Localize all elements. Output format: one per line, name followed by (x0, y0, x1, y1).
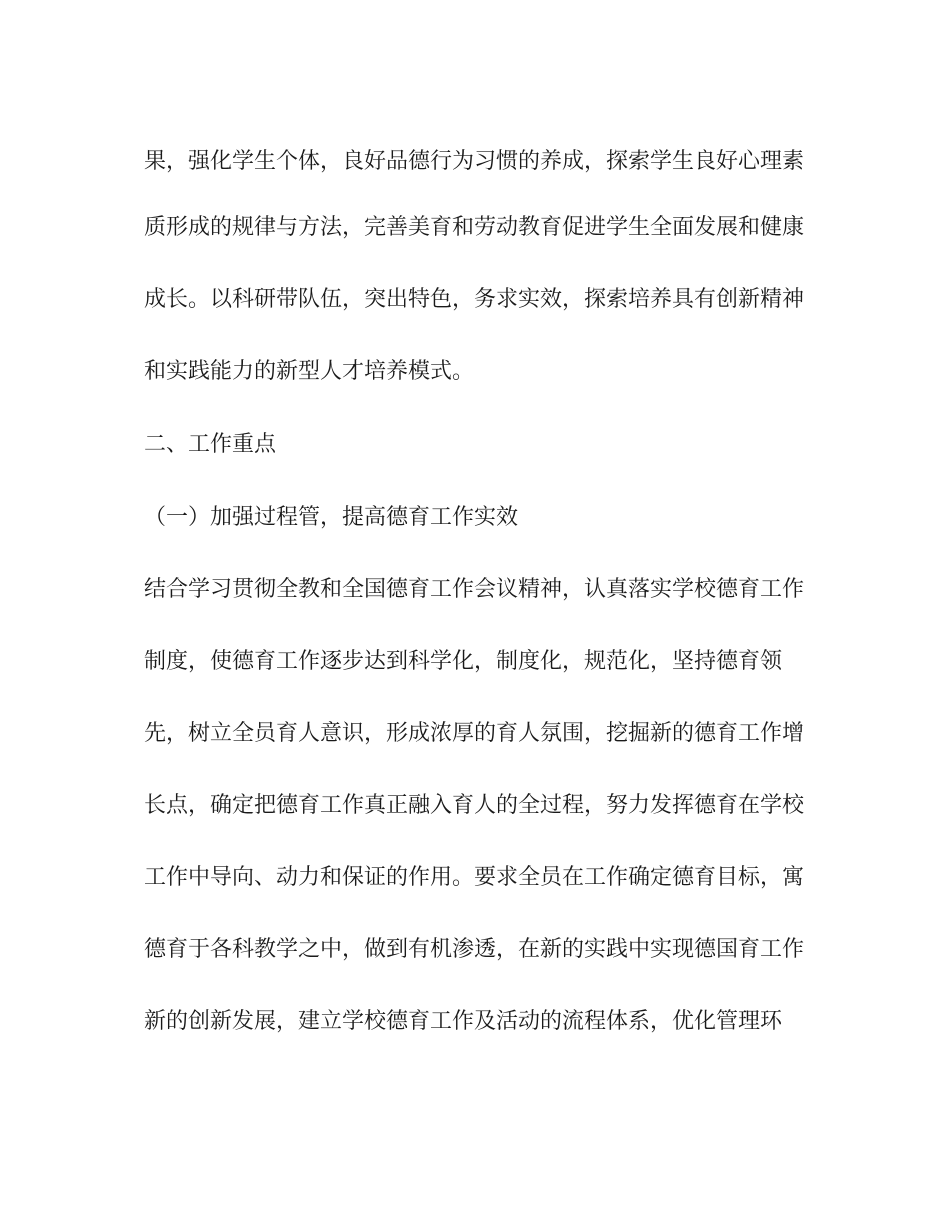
paragraph-line: 质形成的规律与方法，完善美育和劳动教育促进学生全面发展和健康 (144, 215, 805, 240)
paragraph-line: 果，强化学生个体，良好品德行为习惯的养成，探索学生良好心理素 (144, 149, 805, 174)
paragraph-line: 和实践能力的新型人才培养模式。 (144, 359, 475, 384)
paragraph-line: 先，树立全员育人意识，形成浓厚的育人氛围，挖掘新的德育工作增 (144, 721, 805, 746)
paragraph-line: 制度，使德育工作逐步达到科学化，制度化，规范化，坚持德育领 (144, 649, 783, 674)
paragraph-line: 工作中导向、动力和保证的作用。要求全员在工作确定德育目标，寓 (144, 865, 805, 890)
paragraph-line: 结合学习贯彻全教和全国德育工作会议精神，认真落实学校德育工作 (144, 577, 805, 602)
paragraph-line: 新的创新发展，建立学校德育工作及活动的流程体系，优化管理环 (144, 1009, 783, 1034)
subsection-heading: （一）加强过程管，提高德育工作实效 (144, 505, 519, 530)
paragraph-line: 成长。以科研带队伍，突出特色，务求实效，探索培养具有创新精神 (144, 287, 805, 312)
section-heading: 二、工作重点 (144, 432, 277, 457)
paragraph-line: 德育于各科教学之中，做到有机渗透，在新的实践中实现德国育工作 (144, 937, 805, 962)
paragraph-line: 长点，确定把德育工作真正融入育人的全过程，努力发挥德育在学校 (144, 793, 805, 818)
